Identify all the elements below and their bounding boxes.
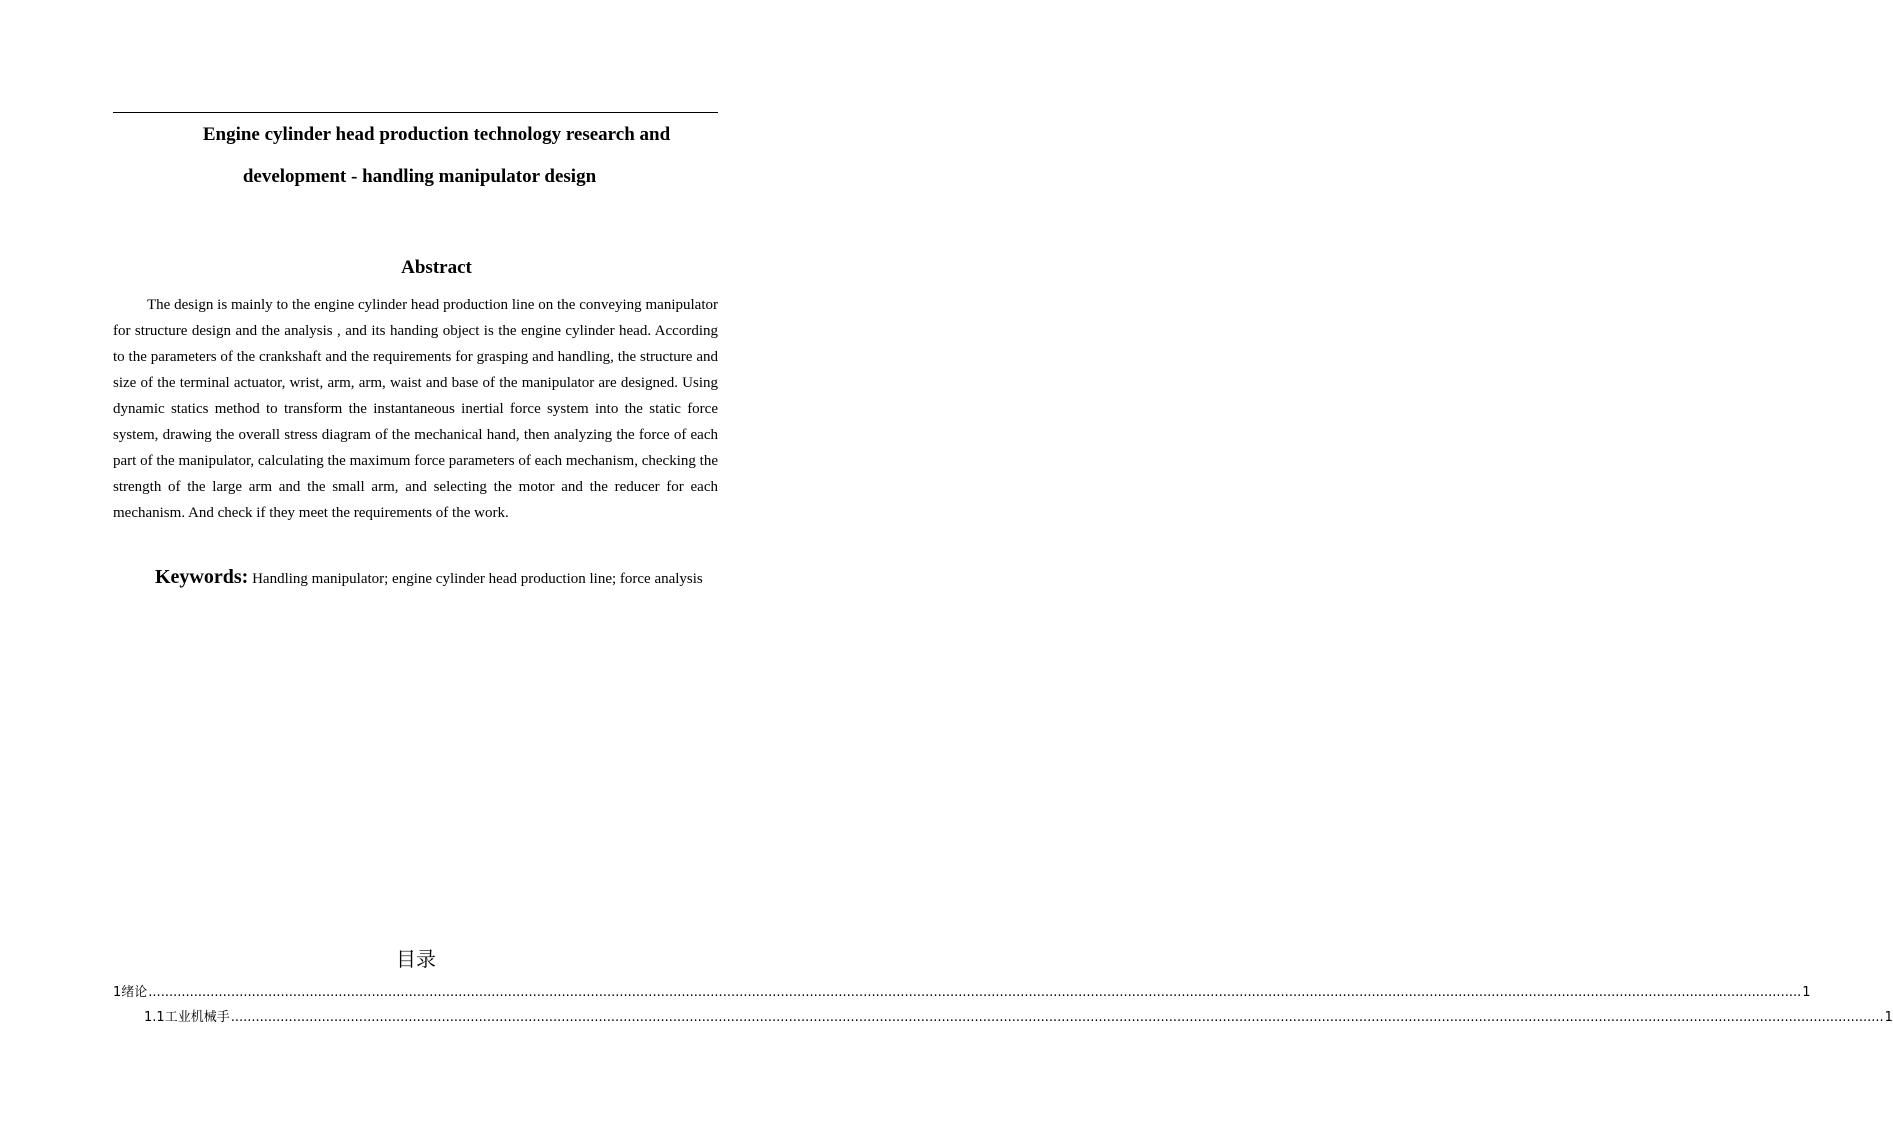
toc-entry[interactable]	[144, 1009, 1893, 1027]
keywords-paragraph	[113, 562, 718, 595]
toc-dot-leader: ................................................................................................................................................................................................................................................................................................................................................................................................................	[230, 1010, 1884, 1025]
toc-entry-label: 工业机械手	[164, 1010, 230, 1025]
abstract-body: The design is mainly to the engine cylinder head production line on the conveying manipulator for structure design and the analysis , and its handing object is the engine cylinder head. According to the parameters of the crankshaft and the requirements for grasping and handling, the structure and size of the terminal actuator, wrist, arm, arm, waist and base of the manipulator are designed. Using dynamic statics method to transform the instantaneous inertial force system into the static force system, drawing the overall stress diagram of the mechanical hand, then analyzing the force of each part of the manipulator, calculating the maximum force parameters of each mechanism, checking the strength of the large arm and the small arm, and selecting the motor and the reducer for each mechanism. And check if they meet the requirements of the work.	[113, 297, 718, 521]
header-rule	[113, 112, 718, 113]
keywords-text: Handling manipulator; engine cylinder head production line; force analysis	[252, 571, 703, 587]
toc-entry-number: 1.1	[144, 1010, 165, 1025]
toc-entry-page: 1	[1802, 985, 1811, 1000]
toc-entry[interactable]	[113, 984, 1811, 1002]
abstract-heading: Abstract	[401, 257, 472, 278]
document-title-line-2: development - handling manipulator design	[242, 166, 597, 187]
keywords-label: Keywords:	[155, 566, 249, 588]
document-title-line-1: Engine cylinder head production technology research and	[202, 124, 671, 145]
toc-heading: 目录	[396, 947, 436, 971]
toc-dot-leader: ................................................................................................................................................................................................................................................................................................................................................................................................................	[148, 985, 1802, 1000]
toc-entry-page: 1	[1884, 1010, 1893, 1025]
toc-entry-label: 绪论	[121, 985, 148, 1000]
toc-entry-number: 1	[113, 985, 122, 1000]
